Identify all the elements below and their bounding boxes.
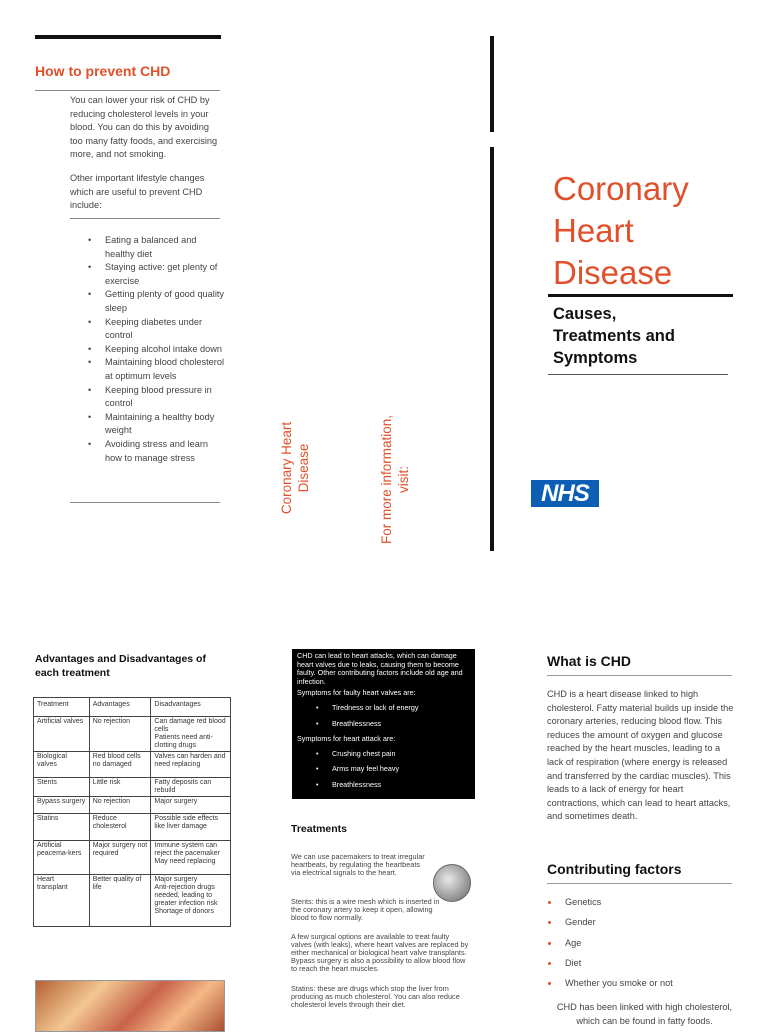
heart-attack-heading: Symptoms for heart attack are: <box>297 734 396 744</box>
advantages-title: Advantages and Disadvantages of each treatment <box>35 653 206 679</box>
table-header-cell: Advantages <box>89 698 151 717</box>
prevent-divider-mid <box>70 218 220 219</box>
table-cell: Heart transplant <box>34 875 90 927</box>
back-info-line-2: visit: <box>396 466 411 493</box>
faulty-valves-heading: Symptoms for faulty heart valves are: <box>297 688 416 698</box>
table-header-row <box>34 698 231 717</box>
list-item: • Keeping blood pressure in control <box>88 384 226 411</box>
list-item: • Tiredness or lack of energy <box>332 701 475 717</box>
table-cell: Valves can harden and need replacing <box>151 752 231 778</box>
cover-subtitle <box>553 303 733 369</box>
treatments-paragraph-4: Statins: these are drugs which stop the liver from producing as much cholesterol. You can also reduce cholesterol levels through their diet. <box>291 984 460 1009</box>
factors-divider <box>547 883 732 884</box>
what-paragraph: CHD is a heart disease linked to high cholesterol. Fatty material builds up inside the coronary arteries, reducing blood flow. This reduces the amount of oxygen and glucose reached by the heart muscles, leading to a lack of respiration (where energy is released and transferred by the cardiac muscles). This leads to a lack of energy for heart contractions, which can lead to heart attacks, and sometimes death. <box>547 689 734 822</box>
cover-subtitle-rule <box>548 374 728 375</box>
cover-title-line-1: Coronary <box>553 170 689 207</box>
factors-heading: Contributing factors <box>547 861 682 877</box>
table-cell: Biological valves <box>34 752 90 778</box>
advantages-table <box>33 697 231 927</box>
table-cell: Bypass surgery <box>34 797 90 814</box>
table-cell: Artificial peacema-kers <box>34 841 90 875</box>
faulty-valves-list <box>292 701 475 732</box>
prevent-paragraph-1: You can lower your risk of CHD by reducing cholesterol levels in your blood. You can do this by avoiding too many fatty foods, and exercising more, and not smoking. <box>70 95 218 160</box>
table-cell: Statins <box>34 814 90 841</box>
treatments-paragraph-3: A few surgical options are available to treat faulty valves (with leaks), where heart valves are replaced by either mechanical or biological heart valve transplants. Bypass surgery is also a possibility to allow blood flow to reach the heart muscles. <box>291 932 469 973</box>
prevent-divider-bottom <box>70 502 220 503</box>
treatments-paragraph-1: We can use pacemakers to treat irregular heartbeats, by regulating the heartbeats via electrical signals to the heart. <box>291 852 425 877</box>
fold-bar-top <box>490 36 494 132</box>
table-cell: Little risk <box>89 778 151 797</box>
back-title-line-2: Disease <box>296 443 311 493</box>
list-item: • Avoiding stress and learn how to manage stress <box>88 438 226 465</box>
back-info-rotated <box>378 412 412 547</box>
list-item: • Arms may feel heavy <box>332 762 475 778</box>
cover-title-rule <box>548 294 733 297</box>
nhs-logo: NHS <box>531 480 599 507</box>
table-cell: Major surgery Anti-rejection drugs needed, leading to greater infection risk Shortage of donors <box>151 875 231 927</box>
table-row <box>34 778 231 797</box>
prevent-list <box>88 234 226 465</box>
list-item: • Maintaining a healthy body weight <box>88 411 226 438</box>
prevent-divider-top <box>35 90 220 91</box>
factors-list <box>548 897 728 998</box>
table-row <box>34 841 231 875</box>
cover-title <box>553 168 753 294</box>
table-cell: No rejection <box>89 797 151 814</box>
list-item: • Breathlessness <box>332 778 475 794</box>
back-info-line-1: For more information, <box>379 414 394 545</box>
fold-bar-main <box>490 147 494 551</box>
list-item: • Keeping alcohol intake down <box>88 343 226 357</box>
table-cell: Major surgery not required <box>89 841 151 875</box>
cover-subtitle-line-2: Treatments and <box>553 327 675 345</box>
treatments-heading: Treatments <box>291 823 348 835</box>
artery-illustration <box>35 980 225 1032</box>
table-header-cell: Treatment <box>34 698 90 717</box>
list-item: Diet <box>548 958 728 978</box>
cover-subtitle-line-3: Symptoms <box>553 349 638 367</box>
table-cell: Reduce cholesterol <box>89 814 151 841</box>
list-item: • Breathlessness <box>332 717 475 733</box>
table-row <box>34 797 231 814</box>
back-title-line-1: Coronary Heart <box>279 421 294 515</box>
list-item: • Keeping diabetes under control <box>88 316 226 343</box>
cholesterol-note: CHD has been linked with high cholesterol, which can be found in fatty foods. <box>556 1002 733 1026</box>
what-heading: What is CHD <box>547 653 631 669</box>
table-cell: No rejection <box>89 717 151 752</box>
list-item: • Maintaining blood cholesterol at optimum levels <box>88 356 226 383</box>
list-item: • Eating a balanced and healthy diet <box>88 234 226 261</box>
table-cell: Immune system can reject the pacemaker May need replacing <box>151 841 231 875</box>
back-title-rotated <box>278 413 312 523</box>
list-item: Genetics <box>548 897 728 917</box>
cover-title-line-3: Disease <box>553 254 673 291</box>
table-cell: Possible side effects like liver damage <box>151 814 231 841</box>
top-rule <box>35 35 221 39</box>
list-item: • Staying active: get plenty of exercise <box>88 261 226 288</box>
treatments-paragraph-2: Stents: this is a wire mesh which is inserted in the coronary artery to keep it open, allowing blood to flow normally. <box>291 897 440 922</box>
what-divider <box>547 675 732 676</box>
list-item: Whether you smoke or not <box>548 978 728 998</box>
prevent-paragraph-2: Other important lifestyle changes which are useful to prevent CHD include: <box>70 173 205 211</box>
list-item: • Getting plenty of good quality sleep <box>88 288 226 315</box>
table-cell: Major surgery <box>151 797 231 814</box>
list-item: • Crushing chest pain <box>332 747 475 763</box>
table-cell: Artificial valves <box>34 717 90 752</box>
cover-title-line-2: Heart <box>553 212 634 249</box>
table-row <box>34 717 231 752</box>
table-header-cell: Disadvantages <box>151 698 231 717</box>
cover-subtitle-line-1: Causes, <box>553 305 617 323</box>
table-row <box>34 814 231 841</box>
symptoms-intro: CHD can lead to heart attacks, which can damage heart valves due to leaks, causing them to become faulty. Other contributing factors include old age and infection. <box>297 651 463 686</box>
table-cell: Better quality of life <box>89 875 151 927</box>
table-cell: Fatty deposits can rebuild <box>151 778 231 797</box>
table-cell: Stents <box>34 778 90 797</box>
list-item: Age <box>548 938 728 958</box>
table-row <box>34 752 231 778</box>
list-item: Gender <box>548 917 728 937</box>
table-row <box>34 875 231 927</box>
table-cell: Red blood cells no damaged <box>89 752 151 778</box>
heart-attack-list <box>292 747 475 794</box>
symptoms-box <box>292 649 475 799</box>
table-cell: Can damage red blood cells Patients need anti-clotting drugs <box>151 717 231 752</box>
prevent-heading: How to prevent CHD <box>35 63 171 79</box>
